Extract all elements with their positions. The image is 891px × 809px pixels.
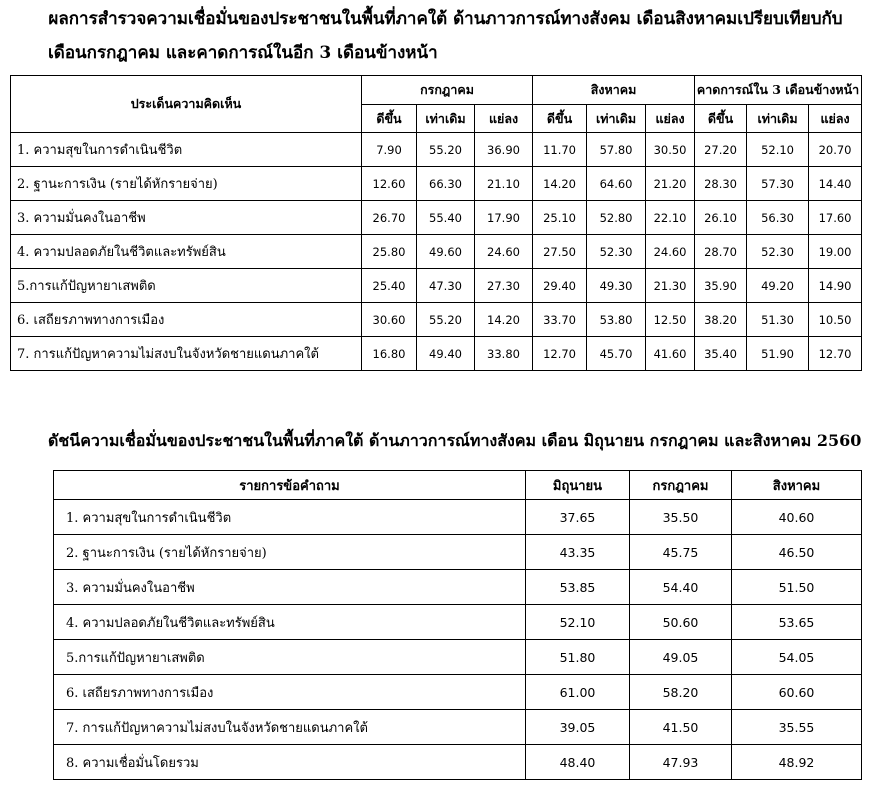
value-cell: 17.90 xyxy=(475,201,533,235)
value-cell: 55.20 xyxy=(417,303,475,337)
value-cell: 25.40 xyxy=(362,269,417,303)
value-cell: 21.30 xyxy=(646,269,695,303)
header-issue: ประเด็นความคิดเห็น xyxy=(11,76,362,133)
value-cell: 49.60 xyxy=(417,235,475,269)
subheader-same: เท่าเดิม xyxy=(417,105,475,133)
value-cell: 47.30 xyxy=(417,269,475,303)
header-question: รายการข้อคำถาม xyxy=(54,471,526,500)
value-cell: 41.50 xyxy=(630,710,732,745)
value-cell: 43.35 xyxy=(526,535,630,570)
value-cell: 38.20 xyxy=(695,303,747,337)
value-cell: 11.70 xyxy=(533,133,587,167)
value-cell: 25.10 xyxy=(533,201,587,235)
table-row xyxy=(54,710,862,745)
value-cell: 12.70 xyxy=(533,337,587,371)
value-cell: 53.85 xyxy=(526,570,630,605)
confidence-index-table xyxy=(53,470,862,780)
subheader-same: เท่าเดิม xyxy=(587,105,646,133)
value-cell: 28.30 xyxy=(695,167,747,201)
table-row xyxy=(11,201,862,235)
row-label: 6. เสถียรภาพทางการเมือง xyxy=(54,675,526,710)
value-cell: 37.65 xyxy=(526,500,630,535)
value-cell: 30.50 xyxy=(646,133,695,167)
table-row xyxy=(11,167,862,201)
value-cell: 36.90 xyxy=(475,133,533,167)
subheader-better: ดีขึ้น xyxy=(362,105,417,133)
table-row xyxy=(54,605,862,640)
value-cell: 52.30 xyxy=(587,235,646,269)
value-cell: 55.40 xyxy=(417,201,475,235)
value-cell: 50.60 xyxy=(630,605,732,640)
value-cell: 10.50 xyxy=(809,303,862,337)
value-cell: 49.30 xyxy=(587,269,646,303)
value-cell: 19.00 xyxy=(809,235,862,269)
value-cell: 29.40 xyxy=(533,269,587,303)
value-cell: 27.50 xyxy=(533,235,587,269)
value-cell: 35.40 xyxy=(695,337,747,371)
header-july: กรกฎาคม xyxy=(630,471,732,500)
value-cell: 16.80 xyxy=(362,337,417,371)
value-cell: 61.00 xyxy=(526,675,630,710)
subheader-same: เท่าเดิม xyxy=(747,105,809,133)
table-row xyxy=(11,337,862,371)
row-label: 4. ความปลอดภัยในชีวิตและทรัพย์สิน xyxy=(54,605,526,640)
value-cell: 60.60 xyxy=(732,675,862,710)
row-label: 5.การแก้ปัญหายาเสพติด xyxy=(11,269,362,303)
value-cell: 7.90 xyxy=(362,133,417,167)
table-row xyxy=(54,640,862,675)
value-cell: 49.05 xyxy=(630,640,732,675)
value-cell: 52.10 xyxy=(526,605,630,640)
value-cell: 35.90 xyxy=(695,269,747,303)
value-cell: 64.60 xyxy=(587,167,646,201)
value-cell: 57.80 xyxy=(587,133,646,167)
value-cell: 49.20 xyxy=(747,269,809,303)
row-label: 1. ความสุขในการดำเนินชีวิต xyxy=(54,500,526,535)
value-cell: 45.70 xyxy=(587,337,646,371)
value-cell: 49.40 xyxy=(417,337,475,371)
value-cell: 52.10 xyxy=(747,133,809,167)
row-label: 7. การแก้ปัญหาความไม่สงบในจังหวัดชายแดนภาคใต้ xyxy=(54,710,526,745)
value-cell: 35.55 xyxy=(732,710,862,745)
subheader-worse: แย่ลง xyxy=(475,105,533,133)
row-label: 2. ฐานะการเงิน (รายได้หักรายจ่าย) xyxy=(11,167,362,201)
value-cell: 14.20 xyxy=(533,167,587,201)
survey-title-line1: ผลการสำรวจความเชื่อมั่นของประชาชนในพื้นที่ภาคใต้ ด้านภาวการณ์ทางสังคม เดือนสิงหาคมเปรียบเทียบกับ xyxy=(48,9,843,29)
value-cell: 20.70 xyxy=(809,133,862,167)
value-cell: 45.75 xyxy=(630,535,732,570)
header-group-august: สิงหาคม xyxy=(533,76,695,105)
value-cell: 51.90 xyxy=(747,337,809,371)
value-cell: 12.70 xyxy=(809,337,862,371)
value-cell: 51.30 xyxy=(747,303,809,337)
value-cell: 47.93 xyxy=(630,745,732,780)
value-cell: 22.10 xyxy=(646,201,695,235)
value-cell: 48.40 xyxy=(526,745,630,780)
value-cell: 14.40 xyxy=(809,167,862,201)
subheader-better: ดีขึ้น xyxy=(533,105,587,133)
value-cell: 33.70 xyxy=(533,303,587,337)
value-cell: 26.10 xyxy=(695,201,747,235)
value-cell: 66.30 xyxy=(417,167,475,201)
row-label: 4. ความปลอดภัยในชีวิตและทรัพย์สิน xyxy=(11,235,362,269)
subheader-worse: แย่ลง xyxy=(809,105,862,133)
value-cell: 27.20 xyxy=(695,133,747,167)
value-cell: 48.92 xyxy=(732,745,862,780)
row-label: 5.การแก้ปัญหายาเสพติด xyxy=(54,640,526,675)
row-label: 2. ฐานะการเงิน (รายได้หักรายจ่าย) xyxy=(54,535,526,570)
table-row xyxy=(54,570,862,605)
survey-results-table xyxy=(10,75,862,371)
value-cell: 33.80 xyxy=(475,337,533,371)
value-cell: 30.60 xyxy=(362,303,417,337)
header-group-forecast: คาดการณ์ใน 3 เดือนข้างหน้า xyxy=(695,76,862,105)
value-cell: 35.50 xyxy=(630,500,732,535)
header-august: สิงหาคม xyxy=(732,471,862,500)
survey-title-line2: เดือนกรกฎาคม และคาดการณ์ในอีก 3 เดือนข้างหน้า xyxy=(48,43,438,63)
value-cell: 21.10 xyxy=(475,167,533,201)
table-row xyxy=(54,535,862,570)
row-label: 7. การแก้ปัญหาความไม่สงบในจังหวัดชายแดนภาคใต้ xyxy=(11,337,362,371)
value-cell: 26.70 xyxy=(362,201,417,235)
value-cell: 17.60 xyxy=(809,201,862,235)
value-cell: 21.20 xyxy=(646,167,695,201)
value-cell: 39.05 xyxy=(526,710,630,745)
value-cell: 24.60 xyxy=(646,235,695,269)
subheader-worse: แย่ลง xyxy=(646,105,695,133)
value-cell: 46.50 xyxy=(732,535,862,570)
value-cell: 52.80 xyxy=(587,201,646,235)
value-cell: 51.50 xyxy=(732,570,862,605)
value-cell: 12.60 xyxy=(362,167,417,201)
value-cell: 55.20 xyxy=(417,133,475,167)
value-cell: 58.20 xyxy=(630,675,732,710)
row-label: 6. เสถียรภาพทางการเมือง xyxy=(11,303,362,337)
value-cell: 54.05 xyxy=(732,640,862,675)
table-row xyxy=(11,269,862,303)
value-cell: 54.40 xyxy=(630,570,732,605)
row-label: 3. ความมั่นคงในอาชีพ xyxy=(54,570,526,605)
value-cell: 12.50 xyxy=(646,303,695,337)
value-cell: 27.30 xyxy=(475,269,533,303)
value-cell: 53.80 xyxy=(587,303,646,337)
index-title: ดัชนีความเชื่อมั่นของประชาชนในพื้นที่ภาคใต้ ด้านภาวการณ์ทางสังคม เดือน มิถุนายน กรกฎาคม และสิงหาคม 2560 xyxy=(48,431,862,450)
value-cell: 25.80 xyxy=(362,235,417,269)
row-label: 3. ความมั่นคงในอาชีพ xyxy=(11,201,362,235)
value-cell: 28.70 xyxy=(695,235,747,269)
value-cell: 56.30 xyxy=(747,201,809,235)
value-cell: 14.90 xyxy=(809,269,862,303)
table-row xyxy=(11,235,862,269)
value-cell: 14.20 xyxy=(475,303,533,337)
table-row xyxy=(11,133,862,167)
value-cell: 41.60 xyxy=(646,337,695,371)
table-row xyxy=(54,500,862,535)
subheader-better: ดีขึ้น xyxy=(695,105,747,133)
table-row xyxy=(54,745,862,780)
value-cell: 52.30 xyxy=(747,235,809,269)
table-row xyxy=(11,303,862,337)
table-row xyxy=(54,675,862,710)
value-cell: 53.65 xyxy=(732,605,862,640)
value-cell: 51.80 xyxy=(526,640,630,675)
header-group-july: กรกฎาคม xyxy=(362,76,533,105)
value-cell: 24.60 xyxy=(475,235,533,269)
header-june: มิถุนายน xyxy=(526,471,630,500)
value-cell: 40.60 xyxy=(732,500,862,535)
row-label: 1. ความสุขในการดำเนินชีวิต xyxy=(11,133,362,167)
value-cell: 57.30 xyxy=(747,167,809,201)
row-label: 8. ความเชื่อมั่นโดยรวม xyxy=(54,745,526,780)
